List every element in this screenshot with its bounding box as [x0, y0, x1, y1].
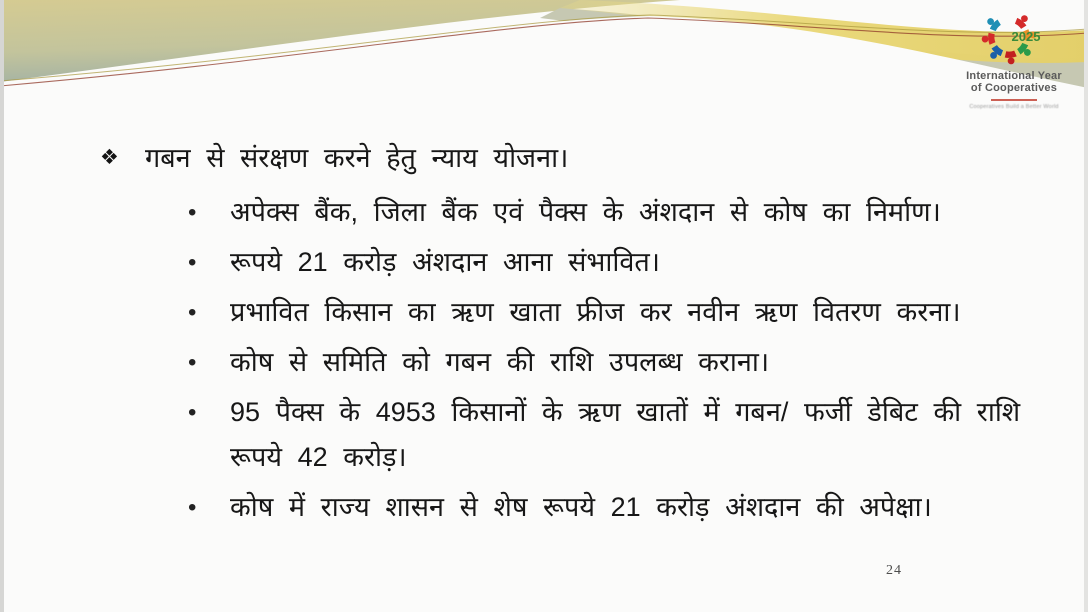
iyc-logo-title-line2: of Cooperatives — [970, 82, 1058, 94]
dot-bullet-icon: • — [188, 399, 197, 426]
list-item-text: 95 पैक्स के 4953 किसानों के ऋण खातों में गबन/ फर्जी डेबिट की राशि रूपये 42 करोड़। — [230, 397, 1021, 472]
slide-content — [100, 136, 1030, 535]
diamond-bullet-icon: ❖ — [100, 146, 119, 169]
header-wave-decoration — [0, 0, 1088, 110]
dot-bullet-icon: • — [188, 249, 197, 276]
list-item — [188, 290, 1030, 335]
list-item-text: रूपये 21 करोड़ अंशदान आना संभावित। — [230, 247, 660, 277]
slide-heading-text: गबन से संरक्षण करने हेतु न्याय योजना। — [145, 143, 569, 173]
slide-heading — [100, 136, 1030, 180]
iyc-logo-people-ring-icon — [979, 6, 1049, 68]
list-item-text: प्रभावित किसान का ऋण खाता फ्रीज कर नवीन ऋण वितरण करना। — [230, 297, 961, 327]
frame-edge-left — [0, 0, 4, 612]
iyc-2025-logo — [948, 6, 1080, 110]
page-number: 24 — [886, 563, 902, 578]
frame-edge-right — [1084, 0, 1088, 612]
list-item-text: अपेक्स बैंक, जिला बैंक एवं पैक्स के अंशदान से कोष का निर्माण। — [230, 197, 941, 227]
list-item — [188, 240, 1030, 285]
iyc-logo-tagline: Cooperatives Build a Better World — [969, 104, 1059, 110]
iyc-logo-year: 2025 — [1011, 29, 1041, 44]
bullet-list — [100, 190, 1030, 530]
iyc-logo-title-line1: International Year — [966, 70, 1062, 82]
dot-bullet-icon: • — [188, 299, 197, 326]
list-item-text: कोष से समिति को गबन की राशि उपलब्ध कराना। — [230, 347, 770, 377]
iyc-logo-divider — [991, 99, 1037, 101]
dot-bullet-icon: • — [188, 349, 197, 376]
list-item — [188, 485, 1030, 530]
list-item — [188, 390, 1030, 480]
list-item-text: कोष में राज्य शासन से शेष रूपये 21 करोड़ अंशदान की अपेक्षा। — [230, 492, 932, 522]
list-item — [188, 190, 1030, 235]
dot-bullet-icon: • — [188, 199, 197, 226]
list-item — [188, 340, 1030, 385]
dot-bullet-icon: • — [188, 494, 197, 521]
